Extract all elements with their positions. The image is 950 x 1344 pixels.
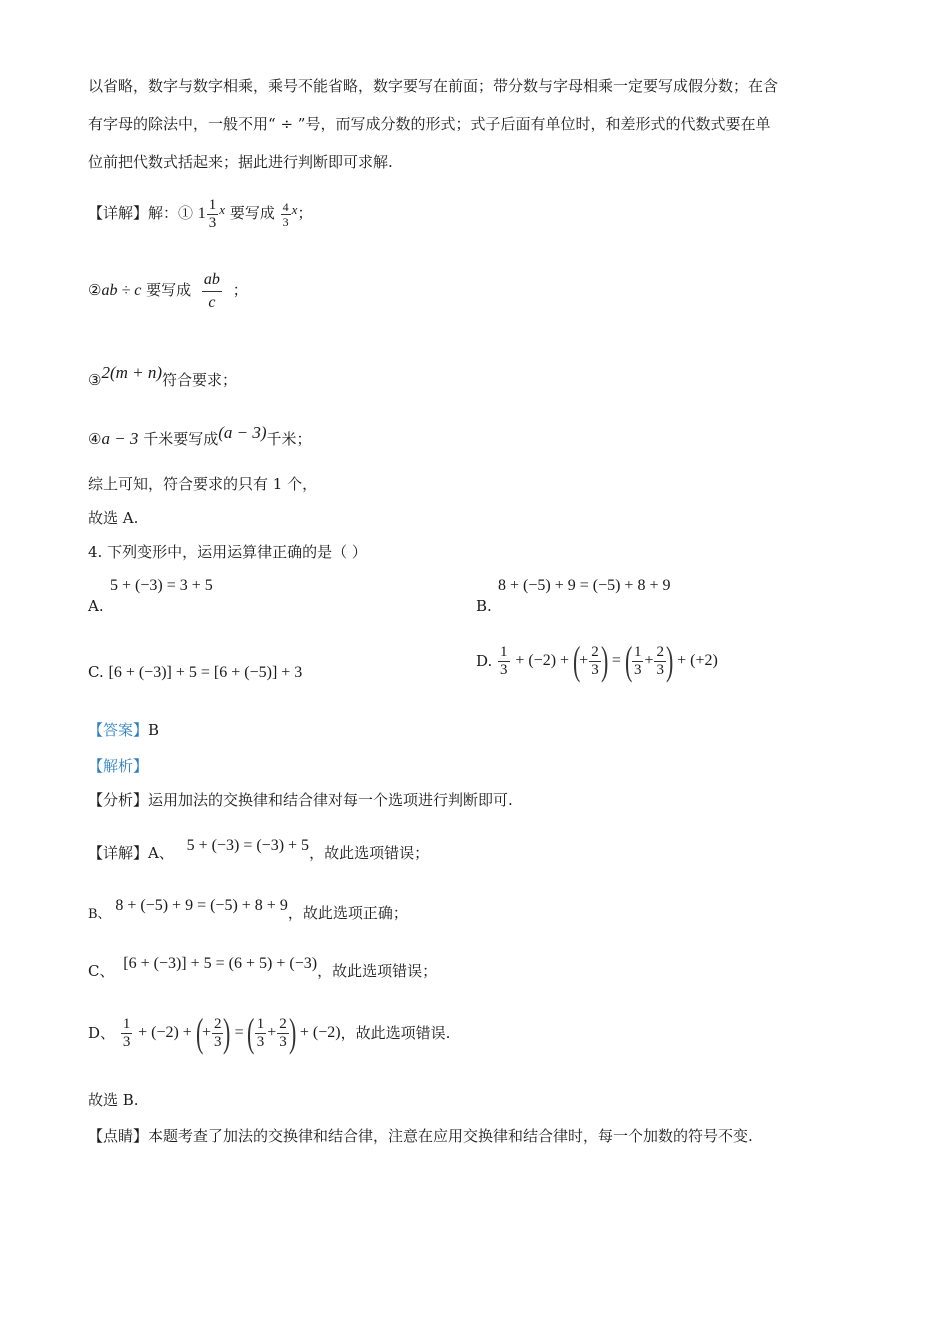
fraction-4-3: $\frac{4}{3}$ — [282, 199, 289, 229]
item-2-prefix: ② — [88, 281, 102, 299]
question-4-stem: 4. 下列变形中，运用运算律正确的是（ ） — [88, 543, 367, 561]
fraction-2-3: $\frac{2}{3}$ — [279, 1015, 287, 1050]
detail-d-label: D、 — [88, 1024, 116, 1042]
item-1-mid: 要写成 — [229, 204, 275, 222]
expr-a-minus-3-paren: (a − 3) — [218, 423, 267, 442]
fraction-1-3: $\frac{1}{3}$ — [122, 1015, 131, 1050]
analysis-c — [88, 948, 437, 987]
answer-value: B — [148, 721, 160, 739]
option-b-expr: 8 + (−5) + 9 = (−5) + 8 + 9 — [498, 577, 671, 594]
plus-sign: + — [644, 652, 654, 669]
detail-label: 【详解】解：① — [88, 204, 194, 222]
option-a — [88, 576, 213, 616]
item-4-end: 千米； — [266, 430, 312, 448]
fraction-1-3: $\frac{1}{3}$ — [208, 196, 217, 231]
fraction-1-3: $\frac{1}{3}$ — [633, 643, 642, 678]
analysis-dianjing: 【点睛】本题考查了加法的交换律和结合律，注意在应用交换律和结合律时，每一个加数的符号不变. — [88, 1127, 753, 1145]
option-d-part2: + (+2) — [677, 652, 718, 669]
analysis-fenxi: 【分析】运用加法的交换律和结合律对每一个选项进行判断即可. — [88, 791, 513, 809]
option-a-label: A. — [88, 597, 104, 615]
var-x-2: x — [291, 202, 298, 217]
detail-a-expr: 5 + (−3) = (−3) + 5 — [186, 837, 310, 854]
detail-c-label: C、 — [88, 962, 115, 980]
answer-label: 【答案】 — [88, 721, 149, 739]
summary-line: 综上可知，符合要求的只有 1 个， — [88, 475, 318, 493]
fraction-2-3: $\frac{2}{3}$ — [213, 1015, 222, 1050]
detail-item-4 — [88, 418, 312, 454]
item-3-end: 符合要求； — [162, 371, 238, 389]
item-2-end: ； — [232, 281, 248, 299]
option-d-label: D. — [476, 652, 493, 670]
intro-line-3: 位前把代数式括起来；据此进行判断即可求解. — [88, 153, 393, 171]
item-4-prefix: ④ — [88, 430, 102, 448]
detail-d-part2: + (−2) — [299, 1024, 341, 1041]
detail-a-end: ，故此选项错误； — [309, 844, 430, 862]
detail-b-expr: 8 + (−5) + 9 = (−5) + 8 + 9 — [115, 897, 288, 914]
plus-sign: + — [579, 652, 589, 669]
option-b-label: B. — [476, 597, 492, 615]
detail-a-label: 【详解】A、 — [88, 844, 174, 862]
detail-item-1 — [88, 190, 312, 234]
detail-d-end: ，故此选项错误. — [340, 1024, 451, 1042]
item-1-end: ； — [297, 204, 313, 222]
choice-line: 故选 A. — [88, 509, 139, 527]
var-x: x — [219, 202, 226, 217]
detail-c-end: ，故此选项错误； — [317, 962, 438, 980]
intro-line-2: 有字母的除法中，一般不用“ ÷ ”号，而写成分数的形式；式子后面有单位时，和差形式的代数式要在单 — [88, 115, 771, 133]
fraction-ab-c: $\frac{ab}{c}$ — [203, 270, 220, 311]
expr-2-m-n: 2(m + n) — [101, 363, 163, 382]
fraction-2-3: $\frac{2}{3}$ — [591, 643, 599, 678]
answer-line — [88, 720, 159, 740]
mixed-whole: 1 — [197, 205, 206, 222]
analysis-label: 【解析】 — [88, 757, 149, 775]
detail-b-label: B、 — [88, 907, 111, 922]
option-c-label: C. — [88, 663, 104, 681]
detail-c-expr: [6 + (−3)] + 5 = (6 + 5) + (−3) — [123, 955, 318, 972]
intro-line-1: 以省略，数字与数字相乘，乘号不能省略，数字要写在前面；带分数与字母相乘一定要写成假分数；在含 — [88, 77, 779, 95]
option-d-part1: + (−2) + — [515, 652, 570, 669]
analysis-b — [88, 890, 408, 931]
item-2-mid: 要写成 — [146, 281, 192, 299]
detail-item-3 — [88, 358, 237, 395]
option-d: D. $\frac{1}{3}$ + (−2) + (+ $\frac{2}{3}$ ) = ( $\frac{1}{3}$ + $\frac{2}{3}$ ) + (+2) — [476, 638, 718, 683]
analysis-choice: 故选 B. — [88, 1091, 139, 1109]
plus-sign: + — [201, 1024, 211, 1041]
option-c — [88, 660, 302, 685]
fraction-2-3: $\frac{2}{3}$ — [656, 643, 664, 678]
item-3-prefix: ③ — [88, 371, 102, 389]
detail-b-end: ，故此选项正确； — [287, 904, 408, 922]
option-c-expr: [6 + (−3)] + 5 = [6 + (−5)] + 3 — [108, 664, 303, 681]
analysis-a — [88, 830, 429, 869]
fraction-1-3: $\frac{1}{3}$ — [256, 1015, 265, 1050]
plus-sign: + — [267, 1024, 277, 1041]
option-a-expr: 5 + (−3) = 3 + 5 — [110, 577, 213, 594]
item-4-mid: 千米要写成 — [143, 430, 219, 448]
option-b — [476, 576, 670, 616]
expr-ab-div-c: ab ÷ c — [101, 282, 142, 299]
detail-d-part1: + (−2) + — [138, 1024, 192, 1041]
equals-sign: = — [234, 1024, 244, 1041]
detail-item-2 — [88, 268, 248, 314]
analysis-d: D、 $\frac{1}{3}$ + (−2) + (+ $\frac{2}{3}$ ) = ( $\frac{1}{3}$ + $\frac{2}{3}$ ) + (−2)，故此选项错误. — [88, 1010, 451, 1055]
equals-sign: = — [611, 652, 621, 669]
expr-a-minus-3: a − 3 — [101, 429, 139, 448]
fraction-1-3: $\frac{1}{3}$ — [500, 643, 508, 678]
